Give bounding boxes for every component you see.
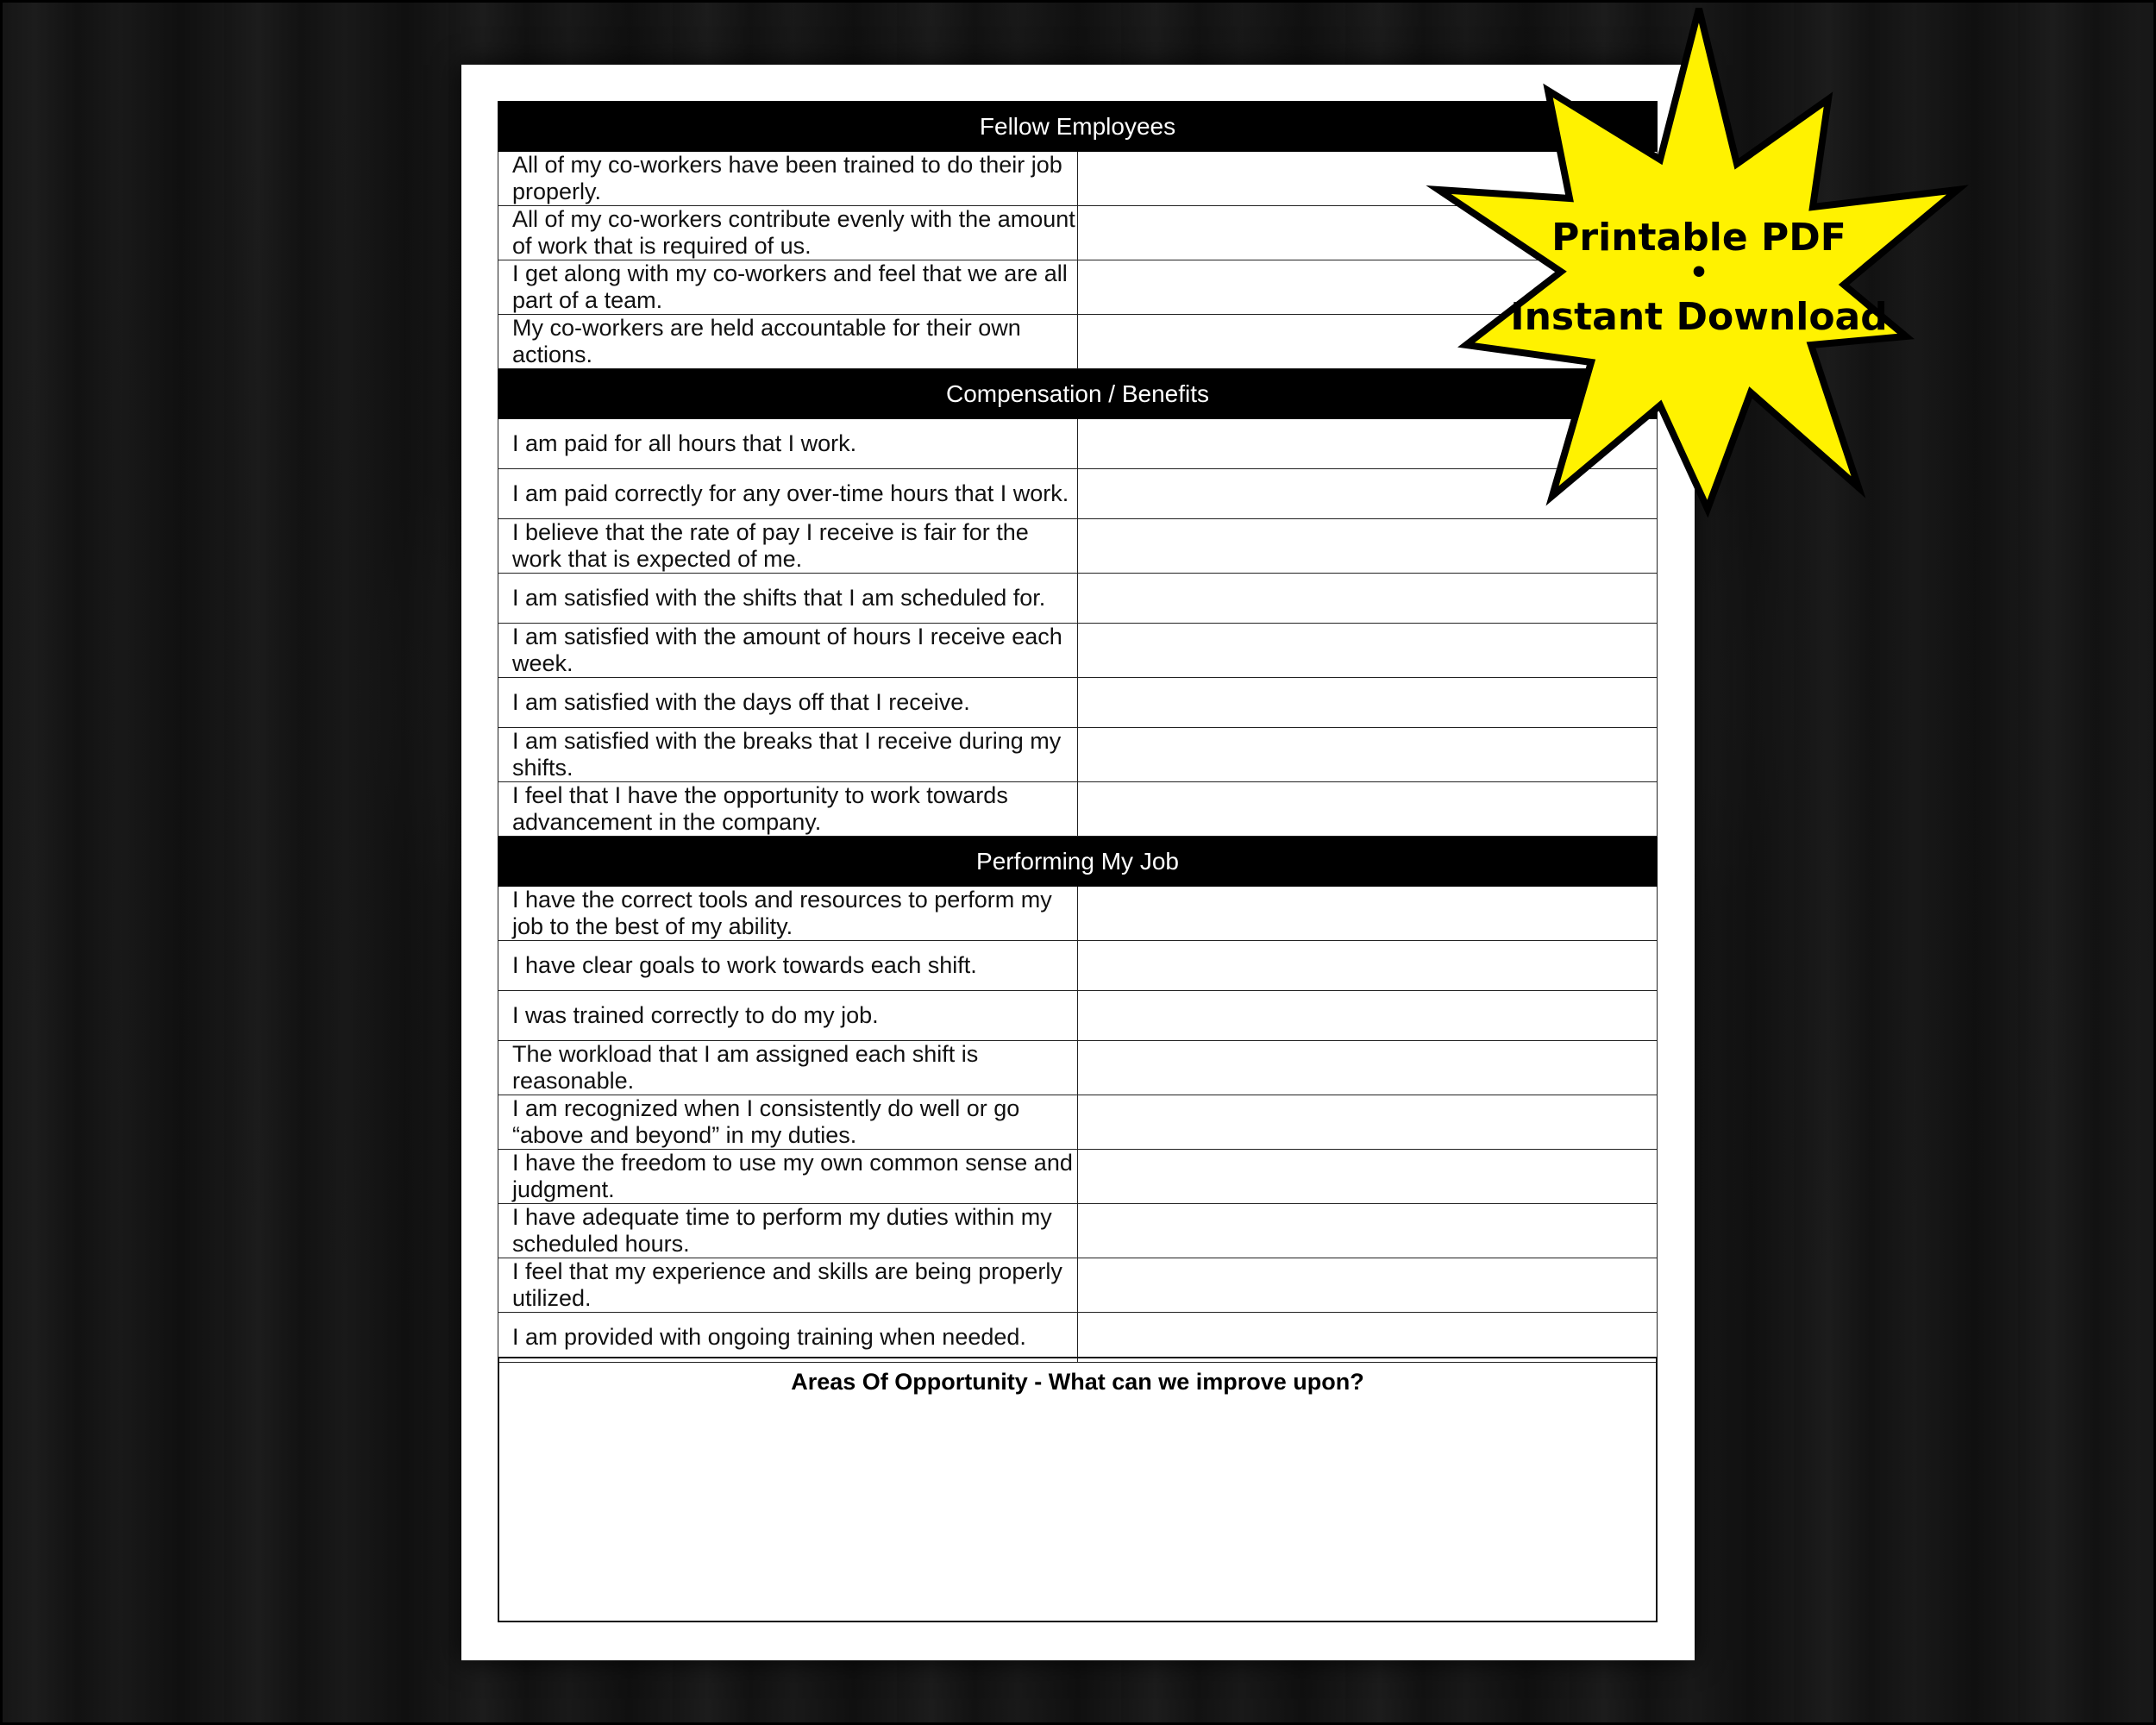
response-box[interactable] — [1078, 1313, 1658, 1363]
statement-text: I have clear goals to work towards each shift. — [498, 941, 1078, 991]
statement-text: I am paid correctly for any over-time hours that I work. — [498, 469, 1078, 519]
statement-text: I am satisfied with the shifts that I am scheduled for. — [498, 574, 1078, 624]
table-row — [498, 678, 1658, 728]
statement-text: I am paid for all hours that I work. — [498, 419, 1078, 469]
table-row — [498, 1313, 1658, 1363]
statement-text: All of my co-workers have been trained to do their job properly. — [498, 152, 1078, 206]
table-row — [498, 1150, 1658, 1204]
table-row — [498, 941, 1658, 991]
statement-text: I am satisfied with the days off that I receive. — [498, 678, 1078, 728]
table-row — [498, 1258, 1658, 1313]
response-box[interactable] — [1078, 1095, 1658, 1150]
statement-text: I am satisfied with the breaks that I receive during my shifts. — [498, 728, 1078, 782]
table-row — [498, 1204, 1658, 1258]
table-row — [498, 782, 1658, 837]
response-box[interactable] — [1078, 1204, 1658, 1258]
areas-of-opportunity-title: Areas Of Opportunity - What can we improve upon? — [791, 1369, 1364, 1395]
section-title: Fellow Employees — [498, 102, 1658, 152]
response-box[interactable] — [1078, 941, 1658, 991]
badge-separator-dot: • — [1689, 255, 1709, 291]
table-row — [498, 1095, 1658, 1150]
statement-text: I am recognized when I consistently do well or go “above and beyond” in my duties. — [498, 1095, 1078, 1150]
statement-text: All of my co-workers contribute evenly with the amount of work that is required of us. — [498, 206, 1078, 260]
statement-text: I get along with my co-workers and feel that we are all part of a team. — [498, 260, 1078, 315]
response-box[interactable] — [1078, 519, 1658, 574]
statement-text: I believe that the rate of pay I receive is fair for the work that is expected of me. — [498, 519, 1078, 574]
section-header-performing-my-job — [498, 837, 1658, 887]
table-row — [498, 624, 1658, 678]
response-box[interactable] — [1078, 887, 1658, 941]
statement-text: My co-workers are held accountable for their own actions. — [498, 315, 1078, 369]
statement-text: I have adequate time to perform my duties within my scheduled hours. — [498, 1204, 1078, 1258]
statement-text: The workload that I am assigned each shift is reasonable. — [498, 1041, 1078, 1095]
statement-text: I have the freedom to use my own common sense and judgment. — [498, 1150, 1078, 1204]
table-row — [498, 574, 1658, 624]
response-box[interactable] — [1078, 728, 1658, 782]
table-row — [498, 519, 1658, 574]
badge-line-download: Instant Download — [1510, 295, 1888, 339]
statement-text: I have the correct tools and resources to perform my job to the best of my ability. — [498, 887, 1078, 941]
table-row — [498, 991, 1658, 1041]
response-box[interactable] — [1078, 678, 1658, 728]
statement-text: I am provided with ongoing training when needed. — [498, 1313, 1078, 1363]
response-box[interactable] — [1078, 782, 1658, 837]
section-title: Performing My Job — [498, 837, 1658, 887]
response-box[interactable] — [1078, 991, 1658, 1041]
table-row — [498, 728, 1658, 782]
areas-of-opportunity-box[interactable] — [498, 1357, 1658, 1622]
response-box[interactable] — [1078, 1258, 1658, 1313]
statement-text: I feel that my experience and skills are being properly utilized. — [498, 1258, 1078, 1313]
response-box[interactable] — [1078, 574, 1658, 624]
statement-text: I am satisfied with the amount of hours I receive each week. — [498, 624, 1078, 678]
response-box[interactable] — [1078, 1150, 1658, 1204]
statement-text: I feel that I have the opportunity to work towards advancement in the company. — [498, 782, 1078, 837]
section-title: Compensation / Benefits — [498, 369, 1658, 419]
response-box[interactable] — [1078, 624, 1658, 678]
table-row — [498, 1041, 1658, 1095]
statement-text: I was trained correctly to do my job. — [498, 991, 1078, 1041]
table-row — [498, 887, 1658, 941]
response-box[interactable] — [1078, 1041, 1658, 1095]
badge-line-printable: Printable PDF — [1551, 216, 1846, 260]
